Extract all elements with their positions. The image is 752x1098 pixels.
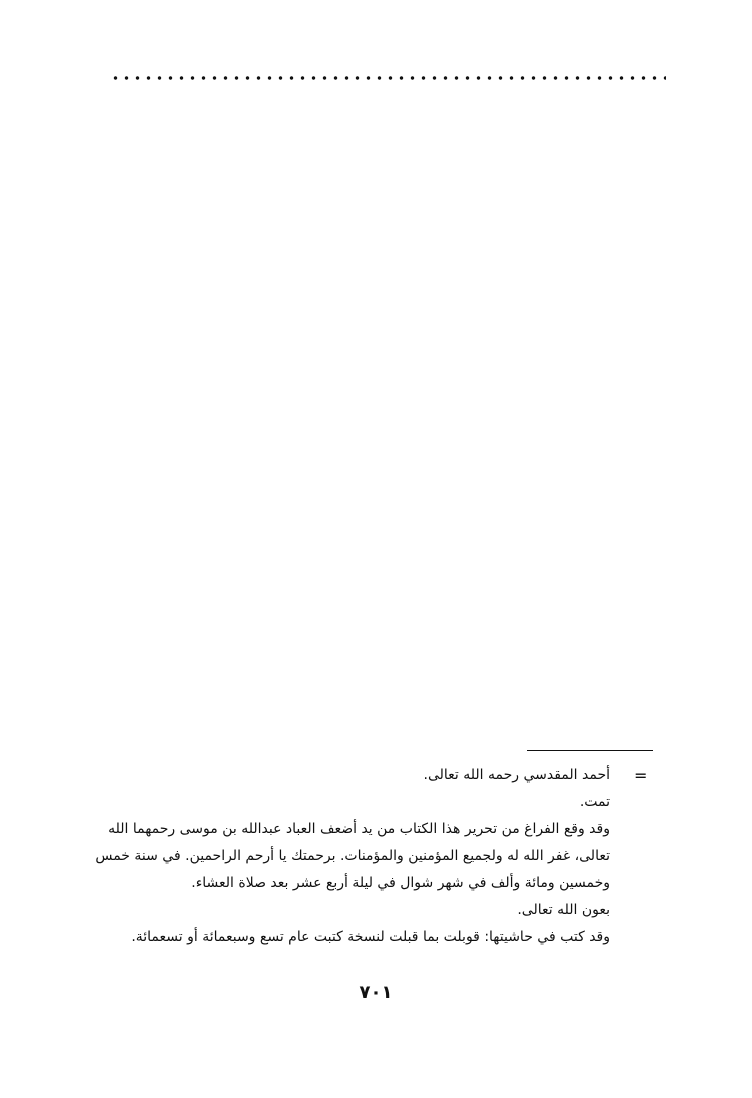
footnote-separator-rule	[527, 750, 653, 751]
footnote-line: تمت.	[579, 794, 610, 810]
footnote-line: تعالى، غفر الله له ولجميع المؤمنين والمؤمنات. برحمتك يا أرحم الراحمين. في سنة خمس	[95, 848, 610, 864]
footnote-line: وخمسين ومائة وألف في شهر شوال في ليلة أربع عشر بعد صلاة العشاء.	[191, 875, 610, 891]
footnote-text	[88, 762, 610, 951]
footnote-line: وقد وقع الفراغ من تحرير هذا الكتاب من يد أضعف العباد عبدالله بن موسى رحمهما الله	[108, 821, 610, 837]
footnote-line: بعون الله تعالى.	[517, 902, 610, 918]
page-number: ٧٠١	[359, 982, 393, 1003]
footnote-line: أحمد المقدسي رحمه الله تعالى.	[423, 767, 610, 783]
footnote-continuation-marker: =	[634, 766, 648, 785]
footnote-line: وقد كتب في حاشيتها: قوبلت بما قبلت لنسخة كتبت عام تسع وسبعمائة أو تسعمائة.	[131, 929, 610, 945]
header-dotted-separator	[110, 74, 666, 82]
